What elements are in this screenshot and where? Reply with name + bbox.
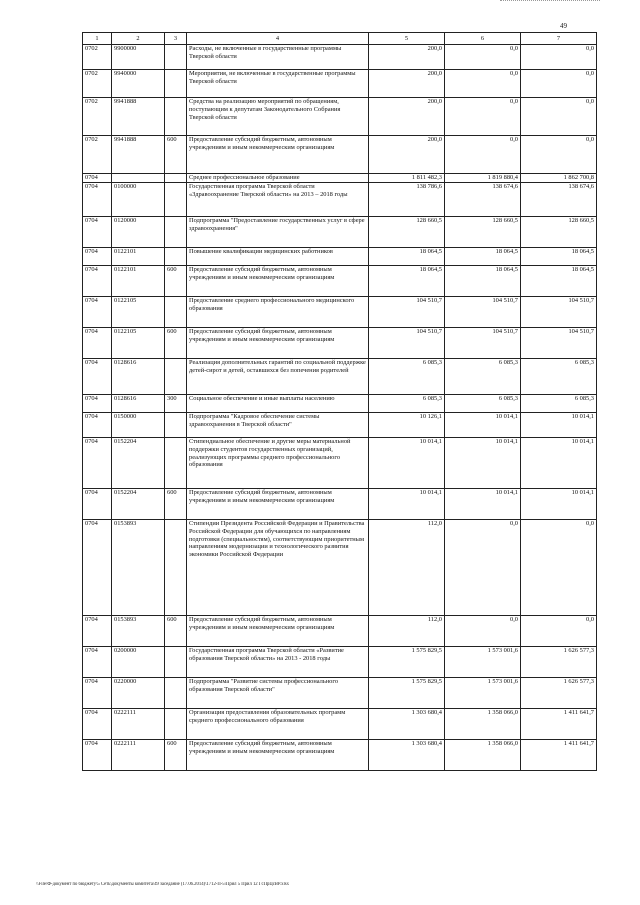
cell-col-5: 1 303 680,4 [369, 709, 445, 740]
cell-col-4: Повышение квалификации медицинских работников [187, 248, 369, 266]
cell-col-5: 104 510,7 [369, 328, 445, 359]
cell-col-2: 0220000 [112, 678, 165, 709]
cell-col-2 [112, 174, 165, 183]
cell-col-4: Предоставление субсидий бюджетным, автономным учреждениям и иным некоммерческим организациям [187, 136, 369, 174]
cell-col-2: 0100000 [112, 183, 165, 217]
cell-col-7: 6 085,3 [521, 359, 597, 395]
header-col-5: 5 [369, 33, 445, 45]
cell-col-3 [165, 217, 187, 248]
cell-col-6: 0,0 [445, 616, 521, 647]
cell-col-5: 200,0 [369, 45, 445, 70]
table-row [83, 709, 597, 740]
cell-col-2: 0122105 [112, 328, 165, 359]
cell-col-3 [165, 647, 187, 678]
cell-col-4: Расходы, не включенные в государственные программы Тверской области [187, 45, 369, 70]
table-row [83, 740, 597, 771]
cell-col-7: 104 510,7 [521, 297, 597, 328]
table-row [83, 70, 597, 98]
cell-col-4: Социальное обеспечение и иные выплаты населению [187, 395, 369, 413]
cell-col-1: 0704 [83, 616, 112, 647]
cell-col-5: 1 811 482,3 [369, 174, 445, 183]
table-row [83, 678, 597, 709]
cell-col-2: 0152204 [112, 438, 165, 489]
cell-col-1: 0704 [83, 413, 112, 438]
table-row [83, 174, 597, 183]
table-row [83, 266, 597, 297]
cell-col-1: 0704 [83, 438, 112, 489]
cell-col-4: Стипендии Президента Российской Федерации и Правительства Российской Федерации для обучающихся по направлениям подготовки (специальностям), соответствующим приоритетным направлениям модернизации и технологического развития экономики Российской Федерации [187, 520, 369, 616]
cell-col-2: 0122105 [112, 297, 165, 328]
cell-col-7: 138 674,6 [521, 183, 597, 217]
header-col-1: 1 [83, 33, 112, 45]
cell-col-1: 0704 [83, 328, 112, 359]
cell-col-3 [165, 70, 187, 98]
cell-col-5: 128 660,5 [369, 217, 445, 248]
cell-col-7: 0,0 [521, 616, 597, 647]
table-row [83, 647, 597, 678]
cell-col-3: 600 [165, 489, 187, 520]
cell-col-4: Предоставление среднего профессионального медицинского образования [187, 297, 369, 328]
cell-col-3 [165, 359, 187, 395]
cell-col-2: 0122101 [112, 266, 165, 297]
cell-col-1: 0704 [83, 520, 112, 616]
cell-col-2: 0128616 [112, 395, 165, 413]
cell-col-2: 0120000 [112, 217, 165, 248]
table-row [83, 98, 597, 136]
cell-col-5: 18 064,5 [369, 248, 445, 266]
cell-col-2: 9940000 [112, 70, 165, 98]
cell-col-7: 1 626 577,3 [521, 678, 597, 709]
cell-col-3 [165, 678, 187, 709]
cell-col-6: 0,0 [445, 136, 521, 174]
cell-col-6: 6 085,3 [445, 359, 521, 395]
cell-col-6: 138 674,6 [445, 183, 521, 217]
cell-col-7: 18 064,5 [521, 266, 597, 297]
budget-table [82, 32, 597, 771]
cell-col-6: 6 085,3 [445, 395, 521, 413]
cell-col-5: 18 064,5 [369, 266, 445, 297]
table-row [83, 328, 597, 359]
cell-col-2: 9941888 [112, 136, 165, 174]
cell-col-6: 104 510,7 [445, 328, 521, 359]
cell-col-6: 10 014,1 [445, 489, 521, 520]
cell-col-3 [165, 45, 187, 70]
table-row [83, 217, 597, 248]
cell-col-5: 200,0 [369, 70, 445, 98]
cell-col-5: 112,0 [369, 520, 445, 616]
cell-col-2: 0222111 [112, 740, 165, 771]
table-row [83, 520, 597, 616]
cell-col-1: 0704 [83, 359, 112, 395]
table-row [83, 616, 597, 647]
cell-col-4: Предоставление субсидий бюджетным, автономным учреждениям и иным некоммерческим организациям [187, 328, 369, 359]
cell-col-5: 6 085,3 [369, 395, 445, 413]
cell-col-4: Государственная программа Тверской области «Развитие образования Тверской области» на 2013 - 2018 годы [187, 647, 369, 678]
cell-col-7: 0,0 [521, 136, 597, 174]
cell-col-5: 112,0 [369, 616, 445, 647]
cell-col-7: 128 660,5 [521, 217, 597, 248]
cell-col-4: Стипендиальное обеспечение и другие меры материальной поддержки студентов государственных организаций, реализующих программы среднего профессионального образования [187, 438, 369, 489]
cell-col-4: Мероприятия, не включенные в государственные программы Тверской области [187, 70, 369, 98]
cell-col-2: 0200000 [112, 647, 165, 678]
cell-col-2: 0128616 [112, 359, 165, 395]
cell-col-3: 600 [165, 136, 187, 174]
table-body [83, 45, 597, 771]
cell-col-4: Организация предоставления образовательных программ среднего профессионального образования [187, 709, 369, 740]
cell-col-6: 104 510,7 [445, 297, 521, 328]
cell-col-3 [165, 438, 187, 489]
cell-col-1: 0704 [83, 489, 112, 520]
header-col-7: 7 [521, 33, 597, 45]
cell-col-3 [165, 174, 187, 183]
cell-col-1: 0704 [83, 266, 112, 297]
page-number: 49 [560, 22, 567, 30]
cell-col-1: 0702 [83, 98, 112, 136]
cell-col-7: 0,0 [521, 98, 597, 136]
cell-col-5: 200,0 [369, 136, 445, 174]
cell-col-7: 1 626 577,3 [521, 647, 597, 678]
cell-col-3: 300 [165, 395, 187, 413]
cell-col-7: 0,0 [521, 45, 597, 70]
table-row [83, 438, 597, 489]
cell-col-3 [165, 520, 187, 616]
cell-col-1: 0702 [83, 136, 112, 174]
cell-col-7: 6 085,3 [521, 395, 597, 413]
cell-col-6: 10 014,1 [445, 413, 521, 438]
table-row [83, 183, 597, 217]
cell-col-6: 1 819 880,4 [445, 174, 521, 183]
cell-col-1: 0704 [83, 217, 112, 248]
cell-col-7: 10 014,1 [521, 438, 597, 489]
cell-col-2: 0150000 [112, 413, 165, 438]
cell-col-7: 1 411 641,7 [521, 740, 597, 771]
cell-col-4: Предоставление субсидий бюджетным, автономным учреждениям и иным некоммерческим организациям [187, 266, 369, 297]
cell-col-7: 1 411 641,7 [521, 709, 597, 740]
table-header-row [83, 33, 597, 45]
table-row [83, 45, 597, 70]
cell-col-6: 18 064,5 [445, 248, 521, 266]
cell-col-2: 9900000 [112, 45, 165, 70]
header-col-6: 6 [445, 33, 521, 45]
cell-col-3: 600 [165, 740, 187, 771]
cell-col-6: 1 358 066,0 [445, 709, 521, 740]
table-row [83, 248, 597, 266]
cell-col-2: 9941888 [112, 98, 165, 136]
table-row [83, 136, 597, 174]
cell-col-6: 1 573 001,6 [445, 647, 521, 678]
cell-col-6: 0,0 [445, 45, 521, 70]
cell-col-5: 1 575 829,5 [369, 647, 445, 678]
cell-col-6: 10 014,1 [445, 438, 521, 489]
cell-col-4: Среднее профессиональное образование [187, 174, 369, 183]
cell-col-3: 600 [165, 616, 187, 647]
cell-col-6: 18 064,5 [445, 266, 521, 297]
cell-col-4: Предоставление субсидий бюджетным, автономным учреждениям и иным некоммерческим организациям [187, 740, 369, 771]
cell-col-3 [165, 413, 187, 438]
cell-col-7: 18 064,5 [521, 248, 597, 266]
cell-col-4: Реализация дополнительных гарантий по социальной поддержке детей-сирот и детей, оставшихся без попечения родителей [187, 359, 369, 395]
cell-col-6: 128 660,5 [445, 217, 521, 248]
table-row [83, 359, 597, 395]
cell-col-6: 0,0 [445, 520, 521, 616]
cell-col-1: 0704 [83, 183, 112, 217]
table-row [83, 413, 597, 438]
cell-col-3 [165, 297, 187, 328]
cell-col-2: 0153893 [112, 616, 165, 647]
header-col-3: 3 [165, 33, 187, 45]
cell-col-1: 0704 [83, 395, 112, 413]
cell-col-4: Подпрограмма "Кадровое обеспечение системы здравоохранения в Тверской области" [187, 413, 369, 438]
cell-col-6: 1 358 066,0 [445, 740, 521, 771]
cell-col-3: 600 [165, 266, 187, 297]
cell-col-1: 0704 [83, 174, 112, 183]
cell-col-3 [165, 98, 187, 136]
cell-col-5: 10 014,1 [369, 438, 445, 489]
cell-col-6: 0,0 [445, 98, 521, 136]
cell-col-5: 1 303 680,4 [369, 740, 445, 771]
cell-col-1: 0702 [83, 70, 112, 98]
cell-col-1: 0704 [83, 297, 112, 328]
cell-col-1: 0704 [83, 678, 112, 709]
cell-col-5: 138 786,6 [369, 183, 445, 217]
cell-col-4: Предоставление субсидий бюджетным, автономным учреждениям и иным некоммерческим организациям [187, 616, 369, 647]
cell-col-3: 600 [165, 328, 187, 359]
table-row [83, 395, 597, 413]
header-col-4: 4 [187, 33, 369, 45]
cell-col-7: 104 510,7 [521, 328, 597, 359]
cell-col-4: Государственная программа Тверской области «Здравоохранение Тверской области» на 2013 – 2018 годы [187, 183, 369, 217]
page-top-mark [500, 0, 600, 4]
cell-col-7: 1 862 700,8 [521, 174, 597, 183]
cell-col-2: 0152204 [112, 489, 165, 520]
cell-col-1: 0702 [83, 45, 112, 70]
cell-col-1: 0704 [83, 740, 112, 771]
file-path-footer: \\File\Ф-документ по бюджету\5 Сеть\документы комитета\49 заседание (17.06.2014)\1712-П-5\Прил 5 Прил 12 ГсПрЦсВР.xlsx [36, 882, 289, 887]
cell-col-1: 0704 [83, 709, 112, 740]
cell-col-7: 0,0 [521, 520, 597, 616]
cell-col-5: 1 575 829,5 [369, 678, 445, 709]
cell-col-2: 0222111 [112, 709, 165, 740]
cell-col-4: Предоставление субсидий бюджетным, автономным учреждениям и иным некоммерческим организациям [187, 489, 369, 520]
cell-col-1: 0704 [83, 647, 112, 678]
header-col-2: 2 [112, 33, 165, 45]
cell-col-2: 0153893 [112, 520, 165, 616]
cell-col-7: 0,0 [521, 70, 597, 98]
cell-col-5: 104 510,7 [369, 297, 445, 328]
cell-col-4: Подпрограмма "Предоставление государственных услуг в сфере здравоохранения" [187, 217, 369, 248]
cell-col-7: 10 014,1 [521, 489, 597, 520]
cell-col-3 [165, 709, 187, 740]
cell-col-4: Подпрограмма "Развитие системы профессионального образования Тверской области" [187, 678, 369, 709]
cell-col-1: 0704 [83, 248, 112, 266]
table-row [83, 297, 597, 328]
cell-col-5: 6 085,3 [369, 359, 445, 395]
cell-col-6: 0,0 [445, 70, 521, 98]
table-row [83, 489, 597, 520]
cell-col-2: 0122101 [112, 248, 165, 266]
cell-col-5: 200,0 [369, 98, 445, 136]
cell-col-3 [165, 183, 187, 217]
cell-col-5: 10 014,1 [369, 489, 445, 520]
cell-col-5: 10 126,1 [369, 413, 445, 438]
cell-col-7: 10 014,1 [521, 413, 597, 438]
cell-col-3 [165, 248, 187, 266]
cell-col-4: Средства на реализацию мероприятий по обращениям, поступающим к депутатам Законодательного Собрания Тверской области [187, 98, 369, 136]
cell-col-6: 1 573 001,6 [445, 678, 521, 709]
